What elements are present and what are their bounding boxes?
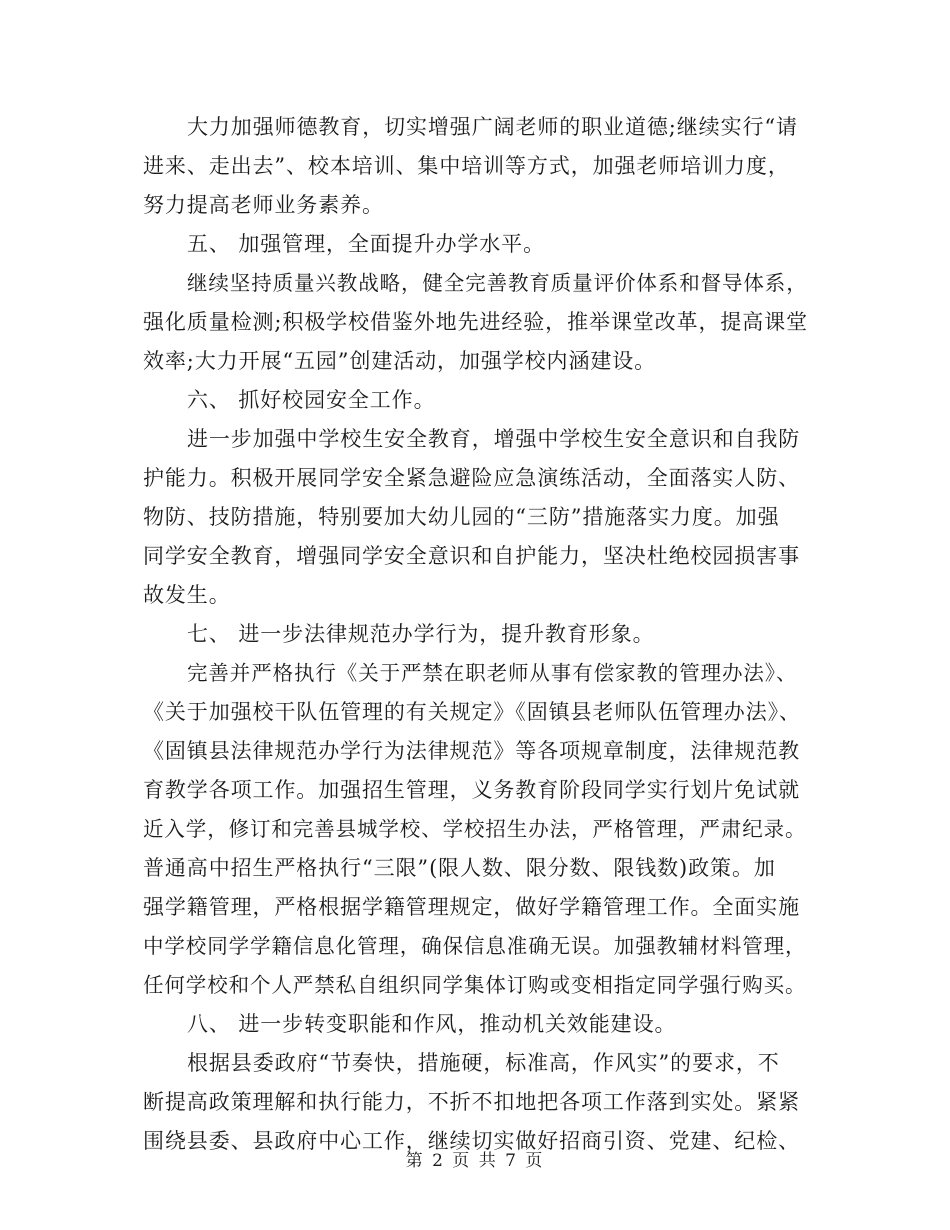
paragraph-line: 努力提高老师业务素养。 bbox=[143, 193, 384, 217]
section-heading-7: 七、 进一步法律规范办学行为，提升教育形象。 bbox=[187, 622, 655, 646]
section-heading-8: 八、 进一步转变职能和作风，推动机关效能建设。 bbox=[187, 1012, 677, 1036]
paragraph-line: 强化质量检测;积极学校借鉴外地先进经验，推举课堂改革，提高课堂 bbox=[143, 310, 808, 334]
paragraph-line: 强学籍管理，严格根据学籍管理规定，做好学籍管理工作。全面实施 bbox=[143, 895, 800, 919]
paragraph-line: 进一步加强中学校生安全教育，增强中学校生安全意识和自我防 bbox=[187, 427, 801, 451]
paragraph-line: 完善并严格执行《关于严禁在职老师从事有偿家教的管理办法》、 bbox=[187, 661, 798, 685]
paragraph-line: 大力加强师德教育，切实增强广阔老师的职业道德;继续实行“请 bbox=[187, 115, 798, 139]
paragraph-line: 效率;大力开展“五园”创建活动，加强学校内涵建设。 bbox=[143, 349, 657, 373]
body-text bbox=[143, 108, 808, 1161]
section-heading-6: 六、 抓好校园安全工作。 bbox=[187, 388, 436, 412]
paragraph-line: 断提高政策理解和执行能力，不折不扣地把各项工作落到实处。紧紧 bbox=[143, 1090, 800, 1114]
paragraph-line: 普通高中招生严格执行“三限”(限人数、限分数、限钱数)政策。加 bbox=[143, 856, 776, 880]
paragraph-line: 进来、走出去”、校本培训、集中培训等方式，加强老师培训力度， bbox=[143, 154, 790, 178]
paragraph-line: 围绕县委、县政府中心工作，继续切实做好招商引资、党建、纪检、 bbox=[143, 1129, 800, 1153]
paragraph-line: 继续坚持质量兴教战略，健全完善教育质量评价体系和督导体系， bbox=[187, 271, 808, 295]
paragraph-line: 《关于加强校干队伍管理的有关规定》《固镇县老师队伍管理办法》、 bbox=[143, 700, 801, 724]
paragraph-line: 根据县委政府“节奏快，措施硬，标准高，作风实”的要求，不 bbox=[187, 1051, 780, 1075]
paragraph-line: 育教学各项工作。加强招生管理，义务教育阶段同学实行划片免试就 bbox=[143, 778, 800, 802]
paragraph-line: 中学校同学学籍信息化管理，确保信息准确无误。加强教辅材料管理， bbox=[143, 934, 807, 958]
page-number-footer: 第 2 页 共 7 页 bbox=[405, 1151, 545, 1171]
paragraph-line: 物防、技防措施，特别要加大幼儿园的“三防”措施落实力度。加强 bbox=[143, 505, 780, 529]
paragraph-line: 近入学，修订和完善县城学校、学校招生办法，严格管理，严肃纪录。 bbox=[143, 817, 807, 841]
paragraph-line: 故发生。 bbox=[143, 583, 231, 607]
section-heading-5: 五、 加强管理，全面提升办学水平。 bbox=[187, 232, 545, 256]
paragraph-line: 任何学校和个人严禁私自组织同学集体订购或变相指定同学强行购买。 bbox=[143, 973, 807, 997]
paragraph-line: 护能力。积极开展同学安全紧急避险应急演练活动，全面落实人防、 bbox=[143, 466, 800, 490]
paragraph-line: 《固镇县法律规范办学行为法律规范》等各项规章制度，法律规范教 bbox=[143, 739, 800, 763]
paragraph-line: 同学安全教育，增强同学安全意识和自护能力，坚决杜绝校园损害事 bbox=[143, 544, 800, 568]
